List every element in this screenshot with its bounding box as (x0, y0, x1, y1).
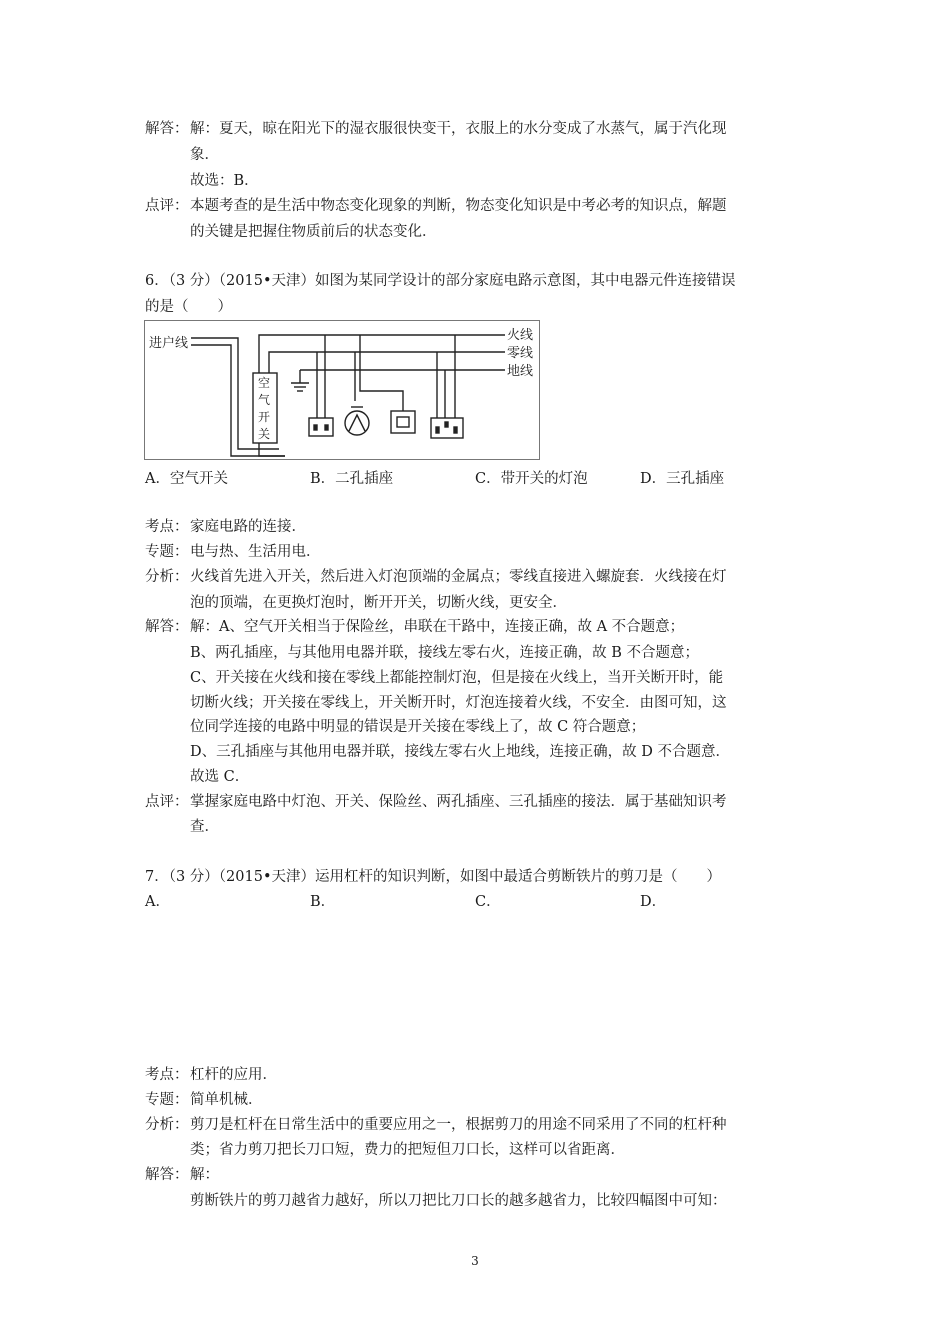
socket-hole (454, 427, 457, 433)
analysis-tag: 分析： (145, 569, 189, 585)
option-c: C．带开关的灯泡 (475, 471, 588, 487)
analysis-line: 剪刀是杠杆在日常生活中的重要应用之一，根据剪刀的用途不同采用了不同的杠杆种 (190, 1117, 727, 1133)
answer-tag: 解答： (145, 619, 189, 635)
answer-line: 解：A、空气开关相当于保险丝，串联在干路中，连接正确，故 A 不合题意； (190, 619, 685, 635)
point-tag: 考点： (145, 1067, 189, 1083)
analysis-line: 火线首先进入开关，然后进入灯泡顶端的金属点；零线直接进入螺旋套．火线接在灯 (190, 569, 727, 585)
answer-line: 剪断铁片的剪刀越省力越好，所以刀把比刀口长的越多越省力，比较四幅图中可知： (190, 1193, 727, 1209)
two-hole-socket (309, 418, 333, 436)
air-switch-label: 关 (258, 427, 271, 441)
answer-line: 故选：B． (190, 173, 259, 189)
point-text: 家庭电路的连接． (190, 519, 306, 535)
lamp-switch (391, 411, 415, 433)
answer-tag: 解答： (145, 121, 189, 137)
option-d: D． (640, 894, 667, 910)
comment-line: 本题考查的是生活中物态变化现象的判断，物态变化知识是中考必考的知识点，解题 (190, 198, 727, 214)
option-b: B．二孔插座 (310, 471, 394, 487)
comment-line: 的关键是把握住物质前后的状态变化． (190, 224, 437, 240)
question-6-stem: 6．（3 分）（2015•天津）如图为某同学设计的部分家庭电路示意图，其中电器元件连接错误 (145, 273, 736, 289)
answer-tag: 解答： (145, 1167, 189, 1183)
answer-line: 解：夏天，晾在阳光下的湿衣服很快变干，衣服上的水分变成了水蒸气，属于汽化现 (190, 121, 727, 137)
fire-wire (259, 335, 505, 373)
answer-line: 象． (190, 147, 219, 163)
answer-line: B、两孔插座，与其他用电器并联，接线左零右火，连接正确，故 B 不合题意； (190, 645, 700, 661)
answer-line: C、开关接在火线和接在零线上都能控制灯泡，但是接在火线上，当开关断开时，能 (190, 670, 724, 686)
lamp-filament (349, 415, 365, 431)
comment-line: 掌握家庭电路中灯泡、开关、保险丝、两孔插座、三孔插座的接法．属于基础知识考 (190, 794, 727, 810)
air-switch-label: 开 (258, 410, 271, 424)
page-number: 3 (471, 1254, 479, 1268)
point-tag: 考点： (145, 519, 189, 535)
topic-text: 电与热、生活用电． (190, 544, 321, 560)
analysis-tag: 分析： (145, 1117, 189, 1133)
socket-hole (445, 422, 448, 427)
point-text: 杠杆的应用． (190, 1067, 277, 1083)
question-6-stem: 的是（ ） (145, 299, 232, 315)
answer-line: 解： (190, 1167, 219, 1183)
analysis-line: 泡的顶端，在更换灯泡时，断开开关，切断火线，更安全． (190, 595, 567, 611)
lamp-switch-key (397, 417, 409, 427)
entry-line-label: 进户线 (149, 335, 189, 350)
topic-tag: 专题： (145, 544, 189, 560)
question-7-stem: 7．（3 分）（2015•天津）运用杠杆的知识判断，如图中最适合剪断铁片的剪刀是（ ） (145, 869, 722, 885)
option-a: A． (145, 894, 170, 910)
lamp-wire (360, 335, 403, 411)
zero-line-label: 零线 (507, 345, 534, 360)
air-switch-label: 气 (258, 393, 271, 407)
answer-line: 位同学连接的电路中明显的错误是开关接在零线上了，故 C 符合题意； (190, 719, 646, 735)
option-c: C． (475, 894, 501, 910)
topic-text: 简单机械． (190, 1092, 263, 1108)
answer-line: 故选 C． (190, 769, 250, 785)
ground-line-label: 地线 (507, 363, 534, 378)
air-switch-label: 空 (258, 376, 271, 390)
option-b: B． (310, 894, 336, 910)
fire-line-label: 火线 (507, 327, 534, 342)
comment-line: 查． (190, 819, 219, 835)
option-d: D．三孔插座 (640, 471, 725, 487)
answer-line: D、三孔插座与其他用电器并联，接线左零右火上地线，连接正确，故 D 不合题意． (190, 744, 730, 760)
analysis-line: 类；省力剪刀把长刀口短，费力的把短但刀口长，这样可以省距离． (190, 1142, 625, 1158)
socket-hole (314, 425, 317, 430)
answer-line: 切断火线；开关接在零线上，开关断开时，灯泡连接着火线，不安全．由图可知，这 (190, 695, 727, 711)
socket-hole (325, 425, 328, 430)
option-a: A．空气开关 (145, 471, 228, 487)
comment-tag: 点评： (145, 794, 189, 810)
socket-hole (436, 427, 439, 433)
topic-tag: 专题： (145, 1092, 189, 1108)
circuit-diagram (144, 320, 540, 460)
comment-tag: 点评： (145, 198, 189, 214)
